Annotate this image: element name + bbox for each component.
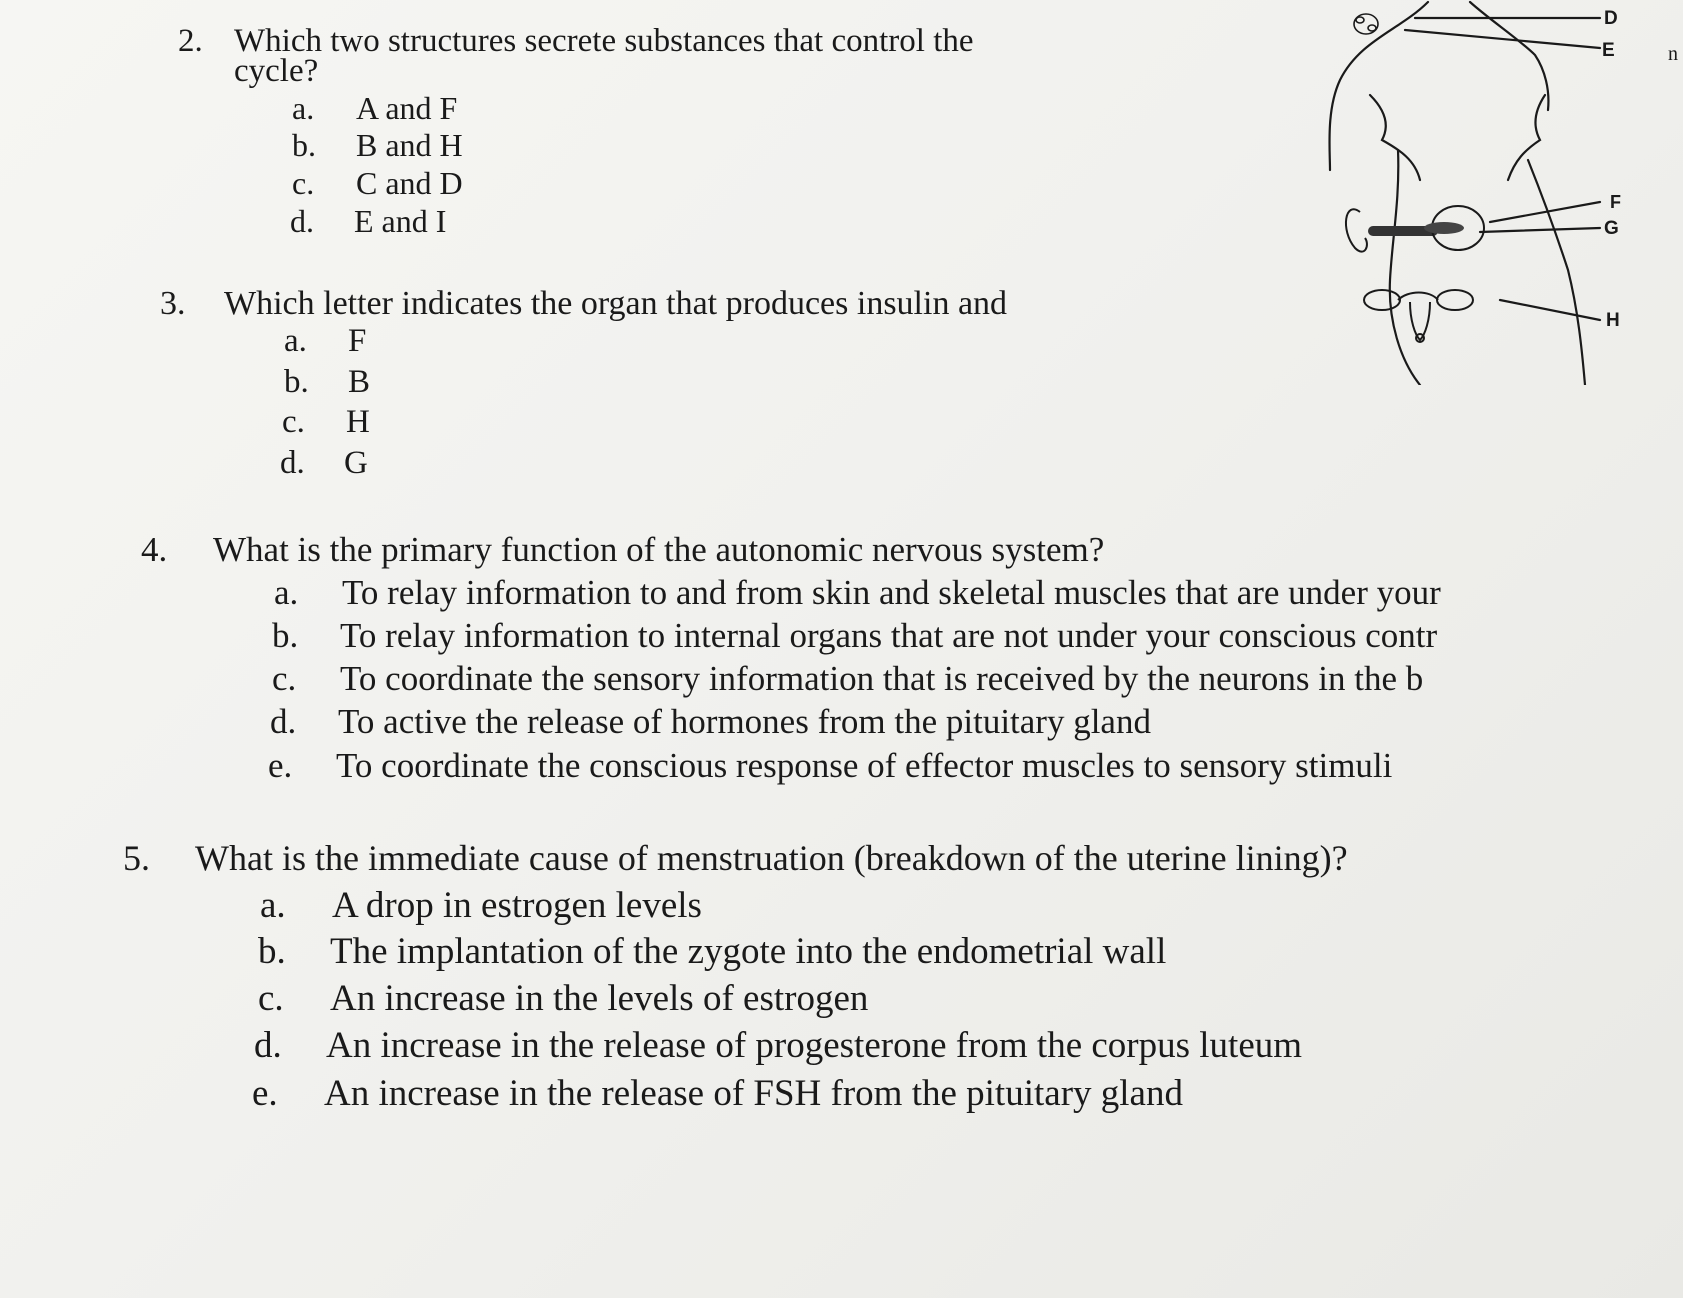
option-3c[interactable] xyxy=(282,406,370,439)
option-letter: c. xyxy=(292,165,315,201)
option-2c[interactable] xyxy=(292,167,463,199)
option-letter: c. xyxy=(258,978,284,1019)
diagram-label-f: F xyxy=(1610,192,1621,212)
option-4c[interactable] xyxy=(272,661,1423,696)
option-text: B xyxy=(348,364,371,400)
question-number: 5. xyxy=(123,838,150,878)
option-letter: b. xyxy=(272,616,299,655)
option-letter: a. xyxy=(292,90,315,126)
question-number: 4. xyxy=(141,530,168,569)
option-text: An increase in the release of progesterone from the corpus luteum xyxy=(326,1025,1303,1066)
option-text: To coordinate the sensory information that is received by the neurons in the b xyxy=(340,659,1424,698)
option-text: C and D xyxy=(356,165,463,201)
option-letter: d. xyxy=(254,1025,282,1066)
diagram-label-e: E xyxy=(1602,40,1615,61)
option-text: The implantation of the zygote into the endometrial wall xyxy=(330,931,1167,972)
question-text: What is the immediate cause of menstruation (breakdown of the uterine lining)? xyxy=(195,838,1348,878)
option-3a[interactable] xyxy=(284,325,366,358)
option-5e[interactable] xyxy=(252,1075,1183,1112)
option-letter: b. xyxy=(284,364,309,400)
leader-g xyxy=(1480,228,1600,232)
option-text: A and F xyxy=(356,90,458,126)
option-text: An increase in the release of FSH from the pituitary gland xyxy=(324,1073,1183,1114)
option-text: To coordinate the conscious response of effector muscles to sensory stimuli xyxy=(336,746,1393,785)
option-5d[interactable] xyxy=(254,1027,1302,1064)
question-4-line-1 xyxy=(141,532,1104,567)
option-letter: b. xyxy=(258,931,286,972)
option-text: G xyxy=(344,445,368,481)
arm-right xyxy=(1508,95,1545,180)
option-text: To active the release of hormones from the pituitary gland xyxy=(338,702,1151,741)
option-2b[interactable] xyxy=(292,129,463,161)
pancreas-icon xyxy=(1346,206,1484,252)
option-letter: a. xyxy=(274,573,299,612)
option-text: B and H xyxy=(356,127,463,163)
pituitary-icon xyxy=(1354,14,1378,34)
option-4e[interactable] xyxy=(268,748,1392,783)
question-text: cycle? xyxy=(234,53,319,89)
question-text: Which letter indicates the organ that produces insulin and xyxy=(224,285,1008,322)
option-letter: a. xyxy=(260,885,286,926)
option-4d[interactable] xyxy=(270,704,1151,739)
option-letter: e. xyxy=(268,746,293,785)
diagram-label-d: D xyxy=(1604,8,1618,29)
option-letter: a. xyxy=(284,323,307,359)
option-letter: d. xyxy=(270,702,297,741)
body-outline-left xyxy=(1329,2,1428,170)
arm-left xyxy=(1370,95,1420,180)
question-number: 3. xyxy=(160,285,186,322)
option-4b[interactable] xyxy=(272,618,1437,653)
torso-right xyxy=(1528,160,1585,385)
option-5a[interactable] xyxy=(260,887,702,924)
leader-e xyxy=(1405,30,1600,48)
question-5-line-1 xyxy=(123,840,1348,876)
question-number: 2. xyxy=(178,23,203,59)
question-2-line-2 xyxy=(234,55,318,88)
option-text: An increase in the levels of estrogen xyxy=(330,978,869,1019)
question-3-line-1 xyxy=(160,287,1007,321)
diagram-label-edge-letter: n xyxy=(1668,43,1678,65)
endocrine-diagram xyxy=(1320,0,1683,385)
diagram-label-h: H xyxy=(1606,310,1620,331)
option-text: To relay information to and from skin and skeletal muscles that are under your xyxy=(342,573,1441,612)
option-letter: d. xyxy=(290,203,314,239)
torso-left xyxy=(1390,150,1420,385)
question-text: Which two structures secrete substances that control the xyxy=(234,23,974,59)
option-text: H xyxy=(346,404,370,440)
option-text: A drop in estrogen levels xyxy=(332,885,702,926)
option-2d[interactable] xyxy=(290,205,446,237)
option-letter: e. xyxy=(252,1073,278,1114)
option-letter: c. xyxy=(272,659,297,698)
question-text: What is the primary function of the autonomic nervous system? xyxy=(213,530,1105,569)
uterus-icon xyxy=(1364,290,1473,342)
option-text: F xyxy=(348,323,367,359)
option-letter: b. xyxy=(292,127,316,163)
option-4a[interactable] xyxy=(274,575,1441,610)
option-5c[interactable] xyxy=(258,980,868,1017)
option-text: To relay information to internal organs that are not under your conscious contr xyxy=(340,616,1438,655)
option-3b[interactable] xyxy=(284,366,370,399)
diagram-label-g: G xyxy=(1604,218,1619,239)
leader-h xyxy=(1500,300,1600,320)
option-5b[interactable] xyxy=(258,933,1166,970)
option-2a[interactable] xyxy=(292,92,457,124)
option-letter: d. xyxy=(280,445,305,481)
option-text: E and I xyxy=(354,203,447,239)
option-3d[interactable] xyxy=(280,447,368,480)
option-letter: c. xyxy=(282,404,305,440)
